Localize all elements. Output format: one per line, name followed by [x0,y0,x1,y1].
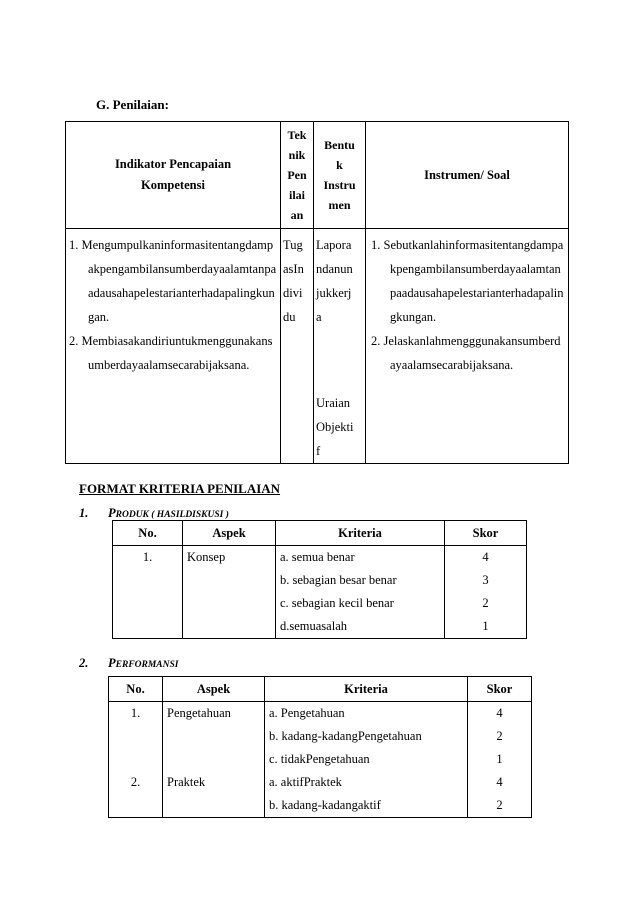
header-skor: Skor [468,677,532,702]
header-no: No. [113,521,183,546]
header-bentuk: Bentu k Instru men [314,122,366,229]
instrumen-item: 1. Sebutkanlahinformasitentangdampakpengambilansumberdayaalamtanpaadausahapelestarianterhadapalingkungan. [371,238,564,324]
header-no: No. [109,677,163,702]
header-kriteria: Kriteria [265,677,468,702]
teknik-cell: Tug asIn divi du [281,229,314,464]
row-skor: 4 3 2 1 [445,546,527,639]
header-instrumen: Instrumen/ Soal [366,122,569,229]
indikator-cell [66,229,281,464]
indikator-item: 2. Membiasakandiriuntukmenggunakansumberdayaalamsecarabijaksana. [69,334,273,372]
performansi-table [108,676,532,818]
header-aspek: Aspek [183,521,276,546]
row-aspek: Pengetahuan Praktek [163,702,265,818]
section-g-title: G. Penilaian: [96,97,169,112]
row-aspek: Konsep [183,546,276,639]
header-teknik: Tek nik Pen ilai an [281,122,314,229]
header-indikator: Indikator Pencapaian Kompetensi [66,122,281,229]
penilaian-table [65,121,569,464]
row-skor: 4 2 1 4 2 [468,702,532,818]
header-skor: Skor [445,521,527,546]
section-produk-heading: 1. PRODUK ( HASILDISKUSI ) [79,506,229,520]
format-title: FORMAT KRITERIA PENILAIAN [79,481,281,496]
header-aspek: Aspek [163,677,265,702]
instrumen-cell [366,229,569,464]
bentuk-cell: Lapora ndanun jukkerj a Uraian Objekti f [314,229,366,464]
produk-table [112,520,527,639]
row-no: 1. 2. [109,702,163,818]
header-kriteria: Kriteria [276,521,445,546]
section-performansi-heading: 2. PERFORMANSI [79,656,179,670]
indikator-item: 1. Mengumpulkaninformasitentangdampakpengambilansumberdayaalamtanpaadausahapelestarianterhadapalingkungan. [69,238,277,324]
row-kriteria: a. semua benar b. sebagian besar benar c. sebagian kecil benar d.semuasalah [276,546,445,639]
instrumen-item: 2. Jelaskanlahmengggunakansumberdayaalamsecarabijaksana. [371,334,561,372]
row-kriteria: a. Pengetahuan b. kadang-kadangPengetahuan c. tidakPengetahuan a. aktifPraktek b. kadang-kadangaktif [265,702,468,818]
row-no: 1. [113,546,183,639]
